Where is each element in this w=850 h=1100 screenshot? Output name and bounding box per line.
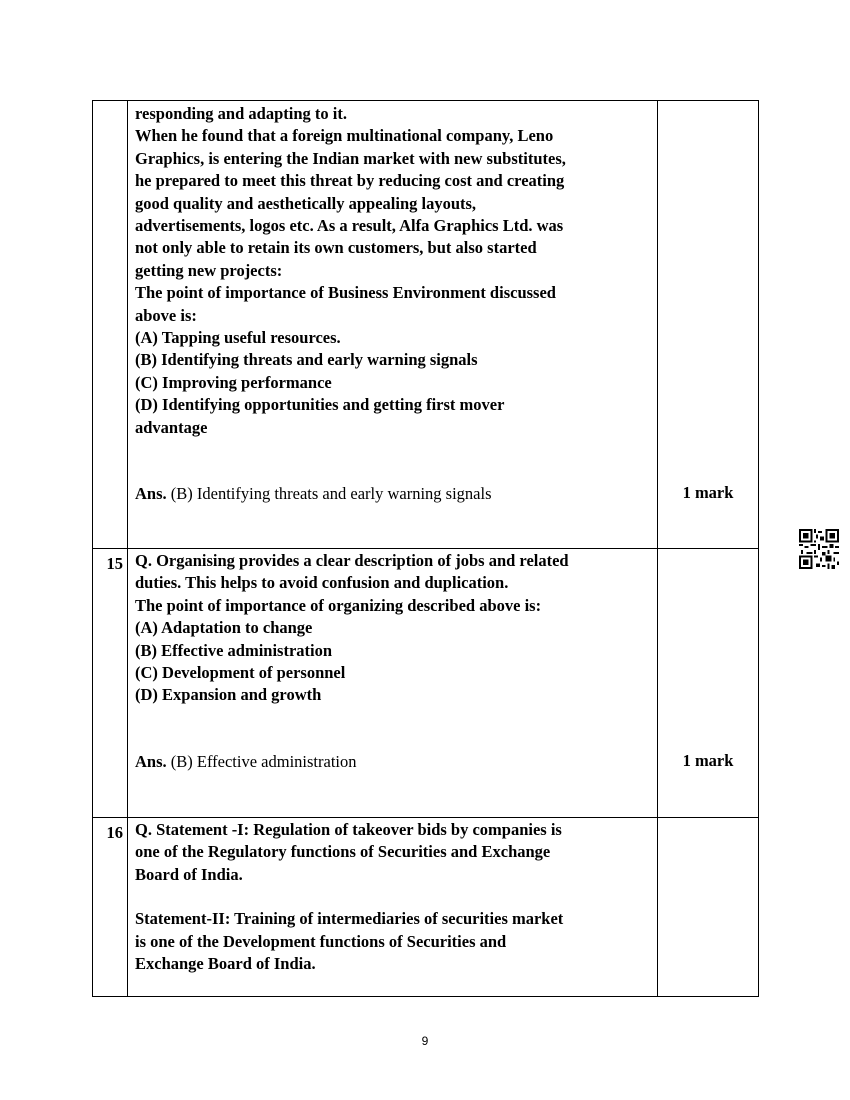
option-d-continued: advantage [135, 417, 208, 437]
statement-2-line: is one of the Development functions of Securities and [135, 931, 507, 951]
statement-1-line: one of the Regulatory functions of Securities and Exchange [135, 842, 551, 862]
answer-text: (B) Identifying threats and early warning signals [170, 484, 492, 504]
answer-line [135, 751, 649, 773]
option-b: (B) Identifying threats and early warning signals [135, 350, 478, 370]
marks-label: 1 mark [682, 751, 734, 770]
marks-label: 1 mark [682, 483, 734, 502]
question-line: duties. This helps to avoid confusion and duplication. [135, 573, 509, 593]
page-number: 9 [421, 1034, 429, 1048]
question-line: getting new projects: [135, 260, 283, 280]
statement-2-line: Statement-II: Training of intermediaries of securities market [135, 909, 564, 929]
question-row-14-continued [93, 101, 759, 549]
question-number [93, 101, 128, 549]
marks-cell [658, 101, 759, 549]
marks-cell [658, 549, 759, 818]
question-row-16 [93, 818, 759, 997]
statement-2-line: Exchange Board of India. [135, 954, 316, 974]
answer-text: (B) Effective administration [170, 751, 357, 771]
option-d: (D) Expansion and growth [135, 685, 322, 705]
question-line: good quality and aesthetically appealing layouts, [135, 193, 477, 213]
question-table [92, 100, 759, 997]
question-row-15 [93, 549, 759, 818]
question-line: not only able to retain its own customers, but also started [135, 238, 537, 258]
statement-1-line: Board of India. [135, 864, 243, 884]
option-d: (D) Identifying opportunities and getting first mover [135, 395, 505, 415]
answer-line [135, 483, 649, 505]
question-line: When he found that a foreign multinational company, Leno [135, 126, 554, 146]
answer-label: Ans. [135, 751, 167, 771]
question-line: The point of importance of Business Environment discussed [135, 283, 556, 303]
option-b: (B) Effective administration [135, 640, 333, 660]
question-number: 15 [93, 549, 128, 818]
question-cell [128, 549, 658, 818]
qr-code-icon [799, 529, 839, 569]
option-a: (A) Tapping useful resources. [135, 328, 341, 348]
question-line: responding and adapting to it. [135, 104, 347, 123]
question-line: The point of importance of organizing described above is: [135, 595, 542, 615]
question-line: above is: [135, 305, 197, 325]
question-cell [128, 818, 658, 997]
option-a: (A) Adaptation to change [135, 618, 313, 638]
statement-1-line: Q. Statement -I: Regulation of takeover bids by companies is [135, 820, 562, 839]
option-c: (C) Improving performance [135, 372, 332, 392]
question-line: Q. Organising provides a clear description of jobs and related [135, 551, 569, 570]
question-number: 16 [93, 818, 128, 997]
question-cell [128, 101, 658, 549]
question-line: advertisements, logos etc. As a result, Alfa Graphics Ltd. was [135, 216, 564, 236]
option-c: (C) Development of personnel [135, 663, 346, 683]
marks-cell [658, 818, 759, 997]
question-line: Graphics, is entering the Indian market with new substitutes, [135, 148, 566, 168]
question-line: he prepared to meet this threat by reducing cost and creating [135, 171, 565, 191]
answer-label: Ans. [135, 484, 167, 504]
